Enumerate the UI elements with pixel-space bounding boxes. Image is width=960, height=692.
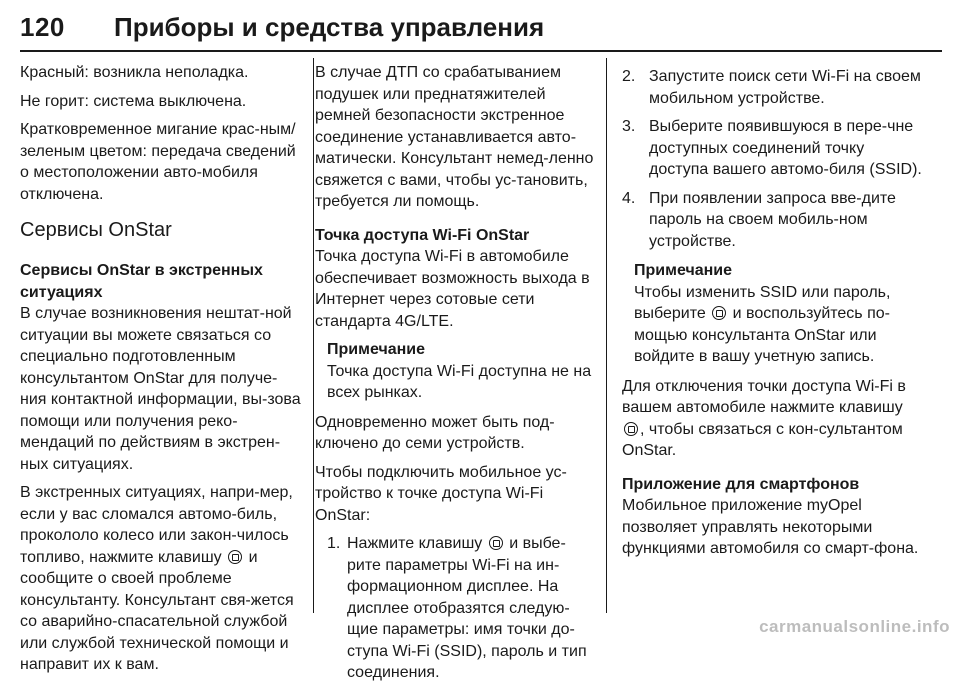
step-text: Запустите поиск сети Wi-Fi на своем мобильном устройстве.: [649, 68, 921, 107]
text-span: В экстренных ситуациях, напри-мер, если у вас сломался автомо-биль, прокололо колесо или закон-чилось топливо, нажмите клавишу: [20, 484, 293, 566]
step-number: 2.: [622, 68, 636, 85]
column-divider: [606, 58, 607, 613]
page-number: 120: [20, 12, 65, 42]
note-box: [634, 260, 922, 368]
onstar-service-icon: [489, 536, 503, 550]
paragraph: Точка доступа Wi-Fi в автомобиле обеспечивает возможность выхода в Интернет через сотовые сети стандарта 4G/LTE.: [315, 248, 590, 330]
page-header: [20, 0, 942, 52]
paragraph: В случае возникновения нештат-ной ситуации вы можете связаться со специально подготовленным консультантом OnStar для получе-ния контактной информации, вы-зова помощи или получения реко-мендаций по действиям в экстрен-ных ситуациях.: [20, 305, 301, 473]
paragraph: Красный: возникла неполадка.: [20, 64, 249, 81]
text-span: Чтобы изменить SSID или пароль, выберите: [634, 283, 891, 322]
steps-list: [622, 66, 922, 252]
column-3: [622, 62, 922, 567]
paragraph: Кратковременное мигание крас-ным/зеленым цветом: передача сведений о местоположении авто-мобиля отключена.: [20, 121, 296, 203]
section-heading: Сервисы OnStar: [20, 219, 172, 241]
list-item: [622, 66, 922, 109]
text-span: Для отключения точки доступа Wi-Fi в вашем автомобиле нажмите клавишу: [622, 377, 906, 416]
step-number: 1.: [327, 535, 341, 552]
subsection-heading: Сервисы OnStar в экстренных ситуациях: [20, 262, 263, 301]
list-item: [315, 533, 599, 684]
column-divider: [313, 58, 314, 613]
text-span: и воспользуйтесь по-мощью консультанта OnStar или войдите в вашу учетную запись.: [634, 305, 890, 365]
step-number: 3.: [622, 118, 636, 135]
subsection-heading: Точка доступа Wi-Fi OnStar: [315, 226, 530, 244]
onstar-service-icon: [624, 422, 638, 436]
list-item: [622, 188, 922, 253]
step-text: Выберите появившуюся в пере-чне доступных соединений точку доступа вашего автомо-биля (SSID).: [649, 118, 922, 178]
note-box: [327, 339, 599, 404]
steps-list: [315, 533, 599, 684]
note-title: Примечание: [327, 341, 426, 358]
paragraph: Чтобы подключить мобильное ус-тройство к точке доступа Wi-Fi OnStar:: [315, 463, 567, 524]
page-title: Приборы и средства управления: [114, 12, 545, 42]
text-span: и выбе-рите параметры Wi-Fi на ин-формационном дисплее. На дисплее отобразятся следую-щие параметры: имя точки до-ступа Wi-Fi (SSID), пароль и тип соединения.: [347, 535, 587, 681]
subsection-heading: Приложение для смартфонов: [622, 475, 860, 493]
column-1: [20, 62, 302, 683]
step-text: При появлении запроса вве-дите пароль на своем мобиль-ном устройстве.: [649, 189, 896, 250]
step-number: 4.: [622, 189, 636, 207]
text-span: Нажмите клавишу: [347, 535, 483, 552]
paragraph: Мобильное приложение myOpel позволяет управлять некоторыми функциями автомобиля со смарт-фона.: [622, 497, 919, 557]
paragraph: [20, 482, 302, 676]
paragraph: Одновременно может быть под-ключено до семи устройств.: [315, 413, 555, 452]
onstar-emergency-icon: [228, 550, 242, 564]
note-title: Примечание: [634, 262, 733, 279]
text-span: , чтобы связаться с кон-сультантом OnStar.: [622, 420, 903, 459]
column-2: [315, 62, 599, 692]
text-span: и сообщите о своей проблеме консультанту. Консультант свя-жется со аварийно-спасательной службой или службой технической помощи и направит их к вам.: [20, 548, 294, 673]
paragraph: Не горит: система выключена.: [20, 92, 247, 110]
list-item: [622, 116, 922, 181]
note-text: Точка доступа Wi-Fi доступна не на всех рынках.: [327, 362, 592, 401]
watermark: carmanualsonline.info: [759, 617, 950, 636]
note-text: [634, 282, 922, 368]
paragraph: В случае ДТП со срабатыванием подушек или преднатяжителей ремней безопасности экстренное соединение устанавливается авто-матически. Консультант немед-ленно свяжется с вами, чтобы ус-тановить, требуется ли помощь.: [315, 64, 594, 210]
onstar-service-icon: [712, 306, 726, 320]
paragraph: [622, 376, 922, 462]
